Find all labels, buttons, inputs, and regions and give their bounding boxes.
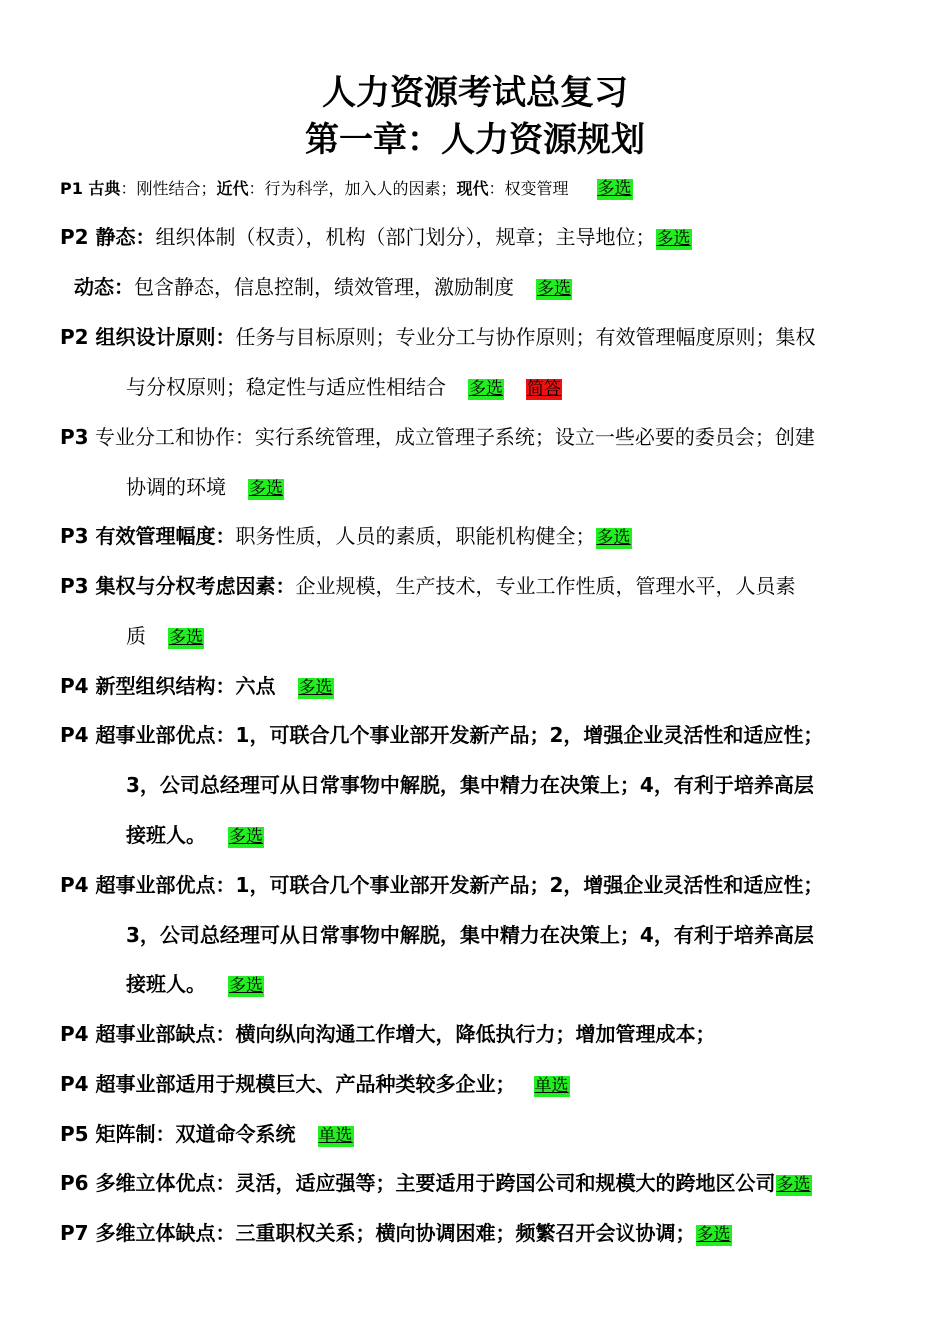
item-p4-new — [60, 673, 334, 699]
tag-multi: 多选 — [597, 179, 632, 199]
item-p3-central-cont — [126, 623, 204, 649]
item-text: 包含静态，信息控制，绩效管理，激励制度 — [134, 275, 514, 299]
tag-multi: 多选 — [249, 479, 283, 499]
item-p3-division — [60, 424, 815, 450]
item-p4-cons — [60, 1021, 716, 1047]
item-text: 任务与目标原则；专业分工与协作原则；有效管理幅度原则；集权 — [235, 325, 816, 349]
item-text: 协调的环境 — [126, 475, 226, 499]
item-text: P7 多维立体缺点：三重职权关系；横向协调困难；频繁召开会议协调； — [60, 1221, 696, 1245]
item-p7 — [60, 1220, 732, 1246]
item-text: 企业规模，生产技术，专业工作性质，管理水平，人员素 — [295, 574, 796, 598]
tag-short-answer: 简答 — [527, 379, 561, 399]
tag-multi: 多选 — [596, 528, 631, 548]
item-p6 — [60, 1170, 812, 1196]
tag-multi: 多选 — [229, 827, 263, 847]
item-text: ：刚性结合； — [120, 179, 217, 198]
item-p5 — [60, 1121, 354, 1147]
item-label: P3 集权与分权考虑因素： — [60, 574, 296, 598]
item-text: P4 超事业部优点：1，可联合几个事业部开发新产品；2，增强企业灵活性和适应性； — [60, 723, 824, 747]
item-p3-division-cont — [126, 474, 284, 500]
item-text: P6 多维立体优点：灵活，适应强等；主要适用于跨国公司和规模大的跨地区公司 — [60, 1171, 776, 1195]
item-p2-design — [60, 324, 816, 350]
item-text: P4 超事业部缺点：横向纵向沟通工作增大，降低执行力；增加管理成本； — [60, 1022, 716, 1046]
document-title: 人力资源考试总复习 — [322, 73, 628, 113]
item-text: P4 超事业部适用于规模巨大、产品种类较多企业； — [60, 1072, 516, 1096]
item-text: 接班人。 — [126, 823, 206, 847]
tag-single: 单选 — [318, 1126, 353, 1146]
tag-multi: 多选 — [537, 279, 571, 299]
item-p4-super-b-end — [126, 971, 264, 997]
item-p4-super-a-cont — [126, 772, 814, 798]
item-text: P4 超事业部优点：1，可联合几个事业部开发新产品；2，增强企业灵活性和适应性； — [60, 873, 824, 897]
item-label: P2 组织设计原则： — [60, 325, 236, 349]
item-p4-super-a-end — [126, 822, 264, 848]
item-text: P4 新型组织结构：六点 — [60, 674, 276, 698]
item-p2-dynamic — [74, 274, 572, 300]
item-text: 组织体制（权责），机构（部门划分），规章；主导地位； — [155, 225, 656, 249]
tag-multi: 多选 — [469, 379, 503, 399]
item-label: 动态： — [74, 275, 134, 299]
item-label: 近代 — [216, 179, 249, 198]
item-text: P5 矩阵制：双道命令系统 — [60, 1122, 296, 1146]
tag-multi: 多选 — [776, 1175, 811, 1195]
item-text: ：行为科学，加入人的因素； — [248, 179, 457, 198]
item-text: ：权变管理 — [488, 179, 569, 198]
item-p4-super-b — [60, 872, 823, 898]
item-text: 质 — [126, 624, 146, 648]
item-p1 — [60, 174, 633, 202]
tag-multi: 多选 — [656, 229, 691, 249]
item-p4-super-a — [60, 722, 823, 748]
item-p2-design-cont — [126, 374, 562, 400]
item-label: P2 静态： — [60, 225, 156, 249]
tag-single: 单选 — [534, 1076, 569, 1096]
item-text: 3，公司总经理可从日常事物中解脱，集中精力在决策上；4，有利于培养高层 — [126, 923, 814, 947]
item-p3-span — [60, 523, 632, 549]
item-label: P1 古典 — [60, 179, 121, 198]
tag-multi: 多选 — [298, 678, 333, 698]
item-text: 3，公司总经理可从日常事物中解脱，集中精力在决策上；4，有利于培养高层 — [126, 773, 814, 797]
tag-multi: 多选 — [229, 976, 263, 996]
item-p3-central — [60, 573, 796, 599]
item-p4-apply — [60, 1071, 570, 1097]
item-text: 职务性质，人员的素质，职能机构健全； — [235, 524, 596, 548]
item-text: 与分权原则；稳定性与适应性相结合 — [126, 375, 446, 399]
item-label: P3 有效管理幅度： — [60, 524, 236, 548]
item-p4-super-b-cont — [126, 922, 814, 948]
chapter-title: 第一章：人力资源规划 — [305, 120, 645, 160]
tag-multi: 多选 — [696, 1225, 731, 1245]
item-p2-static — [60, 224, 692, 250]
item-text: 专业分工和协作：实行系统管理，成立管理子系统；设立一些必要的委员会；创建 — [88, 425, 815, 449]
tag-multi: 多选 — [169, 628, 203, 648]
item-label: P3 — [60, 425, 89, 449]
item-label: 现代 — [456, 179, 489, 198]
item-text: 接班人。 — [126, 972, 206, 996]
